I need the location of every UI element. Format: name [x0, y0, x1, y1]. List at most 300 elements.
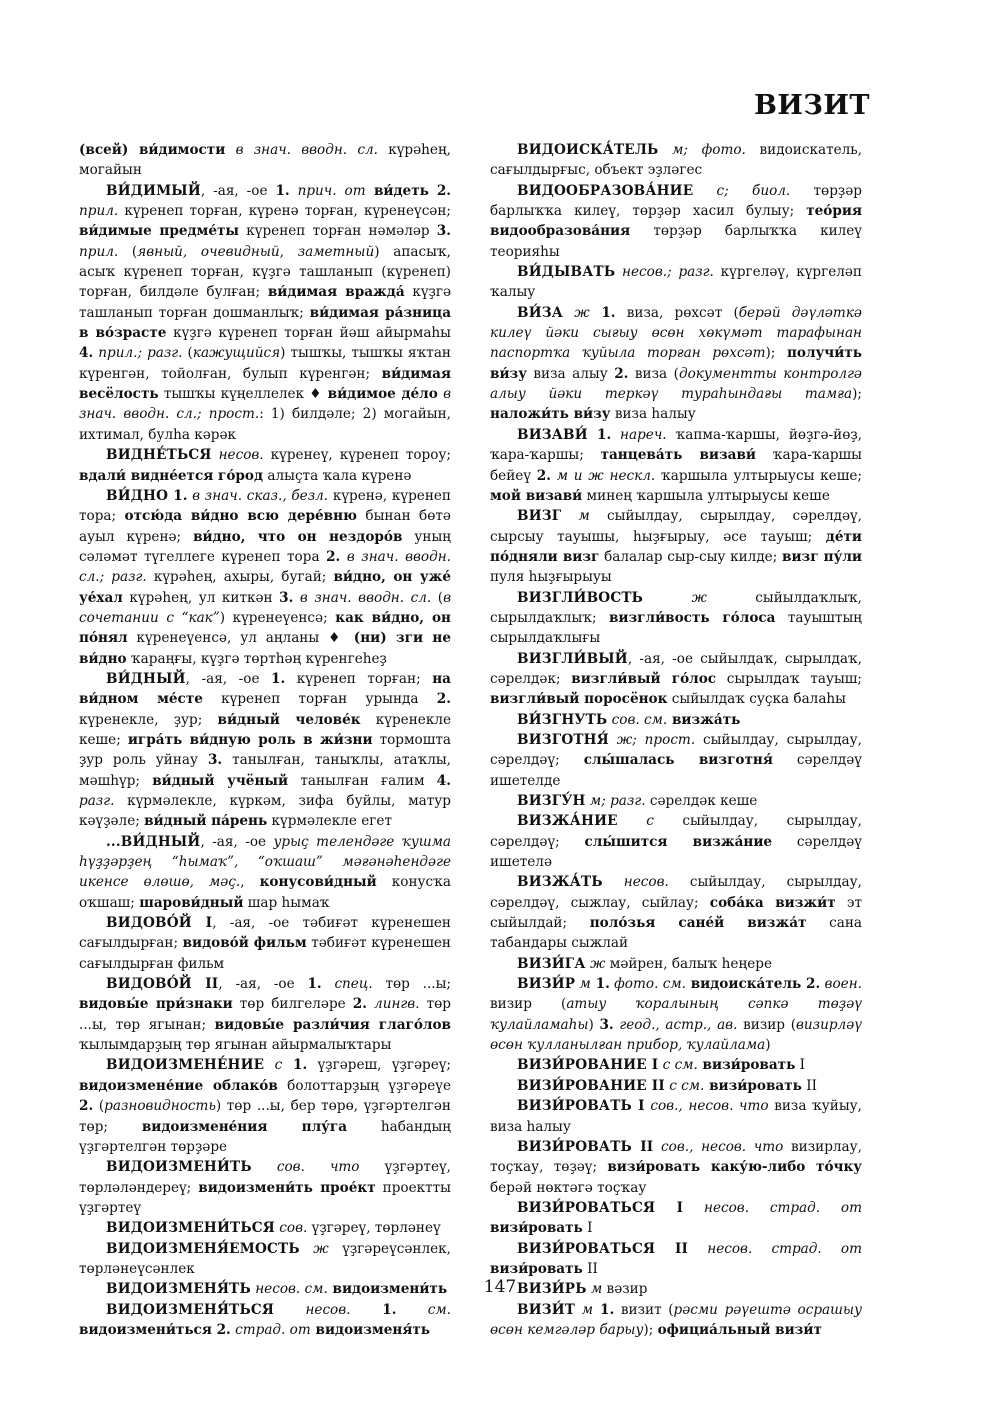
translation-text: тормошта ҙур роль уйнау — [79, 731, 451, 769]
bold-phrase: визгли́вый поросёнок — [490, 691, 668, 708]
translation-text: ) апасыҡ, асыҡ күренеп торған, күҙгә ташланып (күренеп) торған, билдәле булған; — [79, 243, 451, 301]
dictionary-entry — [490, 1300, 862, 1341]
italic-label: с см. — [664, 1077, 705, 1094]
bold-phrase: танцева́ть визави́ — [600, 447, 757, 464]
translation-text: күренә, күренеп тора; — [79, 487, 451, 525]
bold-phrase: соба́ка визжи́т — [709, 894, 836, 911]
dictionary-entry — [490, 872, 862, 953]
bold-phrase: визгли́вость го́лоса — [608, 609, 776, 626]
bold-phrase: ви́дный па́рень — [144, 813, 268, 830]
bold-phrase: слы́шалась визготня́ — [583, 752, 773, 769]
translation-text: ); — [643, 1321, 658, 1338]
dictionary-entry — [79, 1157, 451, 1218]
italic-label: урыҫ телендәге ҡушма һүҙҙәрҙең “һымаҡ”, “оҡшаш” мәғәнәһендәге икенсе өлөшө, мәҫ. — [79, 833, 452, 891]
italic-label: лингв. — [366, 996, 420, 1013]
translation-text: , -ая, -ое тәбиғәт күренешен сағылдырған; — [79, 915, 451, 952]
translation-text: мәйрен, балыҡ һеңере — [605, 955, 772, 972]
headword: ВИЗЖА́ТЬ — [517, 874, 603, 891]
translation-text: , — [240, 874, 260, 891]
dictionary-entry — [490, 262, 862, 303]
italic-label: прил.; разг. — [93, 345, 183, 362]
bold-phrase: визжа́ть — [667, 711, 741, 728]
bold-phrase: видоизмене́ния плу́га — [141, 1118, 348, 1135]
italic-label: м; фото. — [658, 142, 746, 158]
translation-text: тәбиғәт күренешен сағылдырған фильм — [79, 935, 451, 972]
translation-text — [429, 183, 437, 199]
bold-phrase: 3. — [599, 1016, 614, 1033]
bold-phrase: слы́шится визжа́ние — [584, 833, 773, 850]
translation-text: ( — [182, 345, 193, 362]
dictionary-entry — [490, 710, 862, 730]
bold-phrase: 3. — [436, 223, 451, 240]
translation-text: , -ая, -ое сыйылдаҡ, сырылдаҡ, сәрелдәк; — [490, 650, 862, 687]
translation-text: күренеп торған нәмәләр — [239, 223, 437, 240]
bold-phrase: видоизмени́ться 2. — [79, 1321, 231, 1338]
bold-phrase: поло́зья сане́й визжа́т — [589, 915, 807, 932]
dictionary-entry — [490, 649, 862, 710]
italic-label: м; разг. — [585, 793, 646, 809]
bold-phrase: 2. — [536, 467, 551, 484]
translation-text: сыйылдау, сырылдау, сәрелдәү; — [490, 731, 862, 769]
bold-phrase: ви́дно, он уже́ уе́хал — [79, 569, 451, 606]
italic-label: документты контролгә алыу йәки теркәү тураһындағы тамға — [490, 365, 862, 403]
dictionary-entry — [490, 791, 862, 811]
translation-text: күрәһең, ул киткән — [122, 589, 280, 606]
bold-phrase: 1. — [590, 976, 610, 993]
italic-label: рәсми рәүештә осрашыу өсөн кемгәләр барыу — [490, 1301, 862, 1338]
bold-phrase: ви́деть — [365, 182, 429, 199]
dictionary-entry — [490, 1096, 862, 1137]
translation-text: ҡылымдарҙың төр ягынан айырмалыҡтары — [79, 1037, 392, 1054]
dictionary-entry — [490, 506, 862, 587]
translation-text: төр ...ы; — [372, 976, 452, 993]
italic-label: см. — [396, 1301, 451, 1318]
headword: ВИЗИ́РОВАНИЕ I — [517, 1057, 659, 1074]
bold-phrase: 2. — [436, 182, 452, 199]
dictionary-entry — [490, 1076, 862, 1096]
italic-label: сов. что — [251, 1159, 360, 1176]
dictionary-entry — [79, 445, 451, 486]
italic-label: геод., астр., ав. — [613, 1016, 738, 1033]
translation-text: күренеп торған урында — [202, 691, 437, 708]
italic-label: прич. от — [289, 182, 366, 199]
bold-phrase: ви́дно, что он нездоро́в — [193, 528, 403, 545]
translation-text: уның сәләмәт түгеллеге күренеп тора — [79, 528, 451, 565]
italic-label: спец. — [321, 976, 373, 993]
italic-label: разг. — [79, 793, 115, 809]
bold-phrase: видово́й фильм — [182, 935, 307, 952]
italic-label: м — [575, 976, 591, 993]
headword: ...ВИ́ДНЫЙ — [106, 833, 201, 850]
translation-text: күрәһең, ахыры, бугай; — [146, 569, 334, 586]
translation-text: сәрелдәү ишетелде — [490, 752, 862, 789]
dictionary-entry — [490, 1137, 862, 1198]
translation-text: ( — [431, 589, 444, 606]
translation-text: , -ая, -ое — [200, 182, 276, 199]
bold-phrase: ви́димые предме́ты — [79, 223, 240, 240]
bold-phrase: визг пу́ли — [782, 548, 862, 565]
headword: ВИДОИЗМЕНЯ́ТЬ — [106, 1281, 251, 1298]
translation-text: проектты үҙгәртеү — [79, 1179, 452, 1216]
translation-text: алыҫта ҡала күренә — [263, 467, 412, 484]
bold-phrase: мой визави́ — [490, 487, 583, 504]
headword: ВИЗГОТНЯ́ — [517, 731, 609, 748]
bold-phrase: видоизмени́ть — [327, 1281, 448, 1298]
italic-label: ж — [563, 304, 590, 321]
translation-text: визит ( — [614, 1301, 674, 1318]
translation-text: күренеп торған; — [285, 670, 433, 687]
translation-text: күҙгә ташланып торған дошманлыҡ; — [79, 284, 451, 321]
translation-text: балалар сыр-сыу килде; — [599, 548, 783, 565]
dictionary-entry — [490, 1055, 862, 1075]
translation-text: үҙгәреү, төрләнеү — [307, 1220, 441, 1237]
headword: ВИ́ДНЫЙ — [106, 670, 186, 687]
headword: ВИЗИ́РОВАТЬСЯ I — [517, 1199, 684, 1216]
bold-phrase: конусови́дный — [259, 874, 377, 891]
bold-phrase: видоиска́тель 2. — [685, 976, 821, 993]
bold-phrase: вдали́ видне́ется го́род — [79, 467, 264, 484]
bold-phrase: как ви́дно, он по́нял — [79, 609, 452, 647]
italic-label: несов. страд. от — [688, 1240, 862, 1257]
translation-text: ) тышҡы, тышҡы яҡтан күренгән, тойолған, булып күренгән; — [79, 345, 451, 382]
bold-phrase: визи́ровать каку́ю-либо то́чку — [607, 1159, 862, 1176]
translation-text: танылған ғалим — [288, 772, 437, 789]
italic-label: в знач. вводн. сл.; разг. — [79, 548, 451, 586]
translation-text: тышҡы күңеллелек ♦ — [158, 386, 328, 403]
italic-label: несов. — [211, 447, 264, 464]
italic-label: м — [575, 1301, 594, 1318]
headword: ВИЗИ́Р — [517, 976, 576, 993]
italic-label: с — [264, 1057, 283, 1074]
bold-phrase: ви́дный учёный — [152, 772, 289, 789]
bold-phrase: видовы́е при́знаки — [79, 996, 233, 1013]
italic-label: нареч. — [611, 426, 667, 443]
italic-label: с см. — [658, 1057, 698, 1074]
headword: ВИЗИ́РЬ — [517, 1281, 587, 1298]
headword: ВИЗГЛИ́ВОСТЬ — [517, 589, 644, 606]
dictionary-entry — [79, 1055, 451, 1157]
translation-text: сыйылдаҡлыҡ, сырылдаҡлыҡ; — [490, 589, 862, 626]
bold-phrase: ви́димая вражда́ — [267, 284, 405, 301]
dictionary-entry — [79, 974, 451, 1055]
translation-text: сыйылдаҡ суҫка балаһы — [667, 691, 846, 708]
translation-text: төр ...ы, төр ягынан; — [79, 996, 451, 1033]
translation-text: үҙгәреш, үҙгәреү; — [307, 1057, 451, 1074]
translation-text: сыйылдау, сырылдау, сәрелдәү, сырсыу тауышы, һыҙғырыу, әсе тауыш; — [490, 508, 863, 545]
headword: ВИ́ДЫВАТЬ — [517, 264, 616, 281]
bold-phrase: видоизмени́ть прое́кт — [198, 1179, 376, 1196]
bold-phrase: 3. — [279, 589, 294, 606]
italic-label: прил. — [79, 243, 119, 260]
bold-phrase: ви́димое де́ло — [327, 386, 438, 403]
headword: ВИЗИ́РОВАТЬ II — [517, 1138, 654, 1155]
headword: ВИДОИЗМЕНЯ́ЕМОСТЬ — [106, 1240, 300, 1257]
italic-label: м — [586, 1281, 603, 1298]
headword: ВИЗИ́ГА — [517, 955, 586, 972]
translation-text: танылған, таныҡлы, атаҡлы, мәшһүр; — [79, 752, 452, 789]
translation-text: шар һымаҡ — [243, 894, 330, 911]
translation-text: күрмәлекле егет — [267, 813, 392, 830]
italic-label: несов. страд. от — [683, 1199, 862, 1216]
italic-label: в сочетании с “как” — [79, 589, 452, 626]
translation-text: тауыштың сырылдаҡлығы — [490, 609, 862, 647]
translation-text: визир ( — [737, 1016, 796, 1033]
dictionary-entry — [79, 1218, 451, 1238]
headword: ВИ́ДНО — [106, 487, 169, 504]
italic-label: в знач. сказ., безл. — [187, 487, 329, 504]
running-head: ВИЗИТ — [754, 90, 870, 121]
dictionary-entry — [490, 425, 862, 506]
bold-phrase: визгли́вый го́лос — [571, 670, 717, 687]
italic-label: ж — [643, 589, 707, 606]
translation-text: II — [801, 1077, 817, 1094]
headword: ВИЗАВИ́ — [517, 426, 588, 443]
bold-phrase: визи́ровать — [704, 1077, 802, 1094]
italic-label: с — [617, 813, 654, 830]
translation-text: сыйылдау, сырылдау, сәрелдәү; — [490, 813, 862, 850]
translation-text: бынан бөтә ауыл күренә; — [79, 508, 451, 545]
italic-label: кажущийся — [192, 345, 281, 362]
translation-text: виза, рөхсәт ( — [615, 304, 739, 321]
bold-phrase: получи́ть ви́зу — [490, 345, 862, 382]
bold-phrase: 4. — [79, 345, 94, 362]
headword: ВИ́ЗА — [517, 304, 564, 321]
dictionary-entry — [490, 730, 862, 791]
headword: ВИЗИ́РОВАТЬСЯ II — [517, 1240, 689, 1257]
translation-text: I — [582, 1220, 593, 1237]
dictionary-entry — [490, 811, 862, 872]
bold-phrase: де́ти по́дняли визг — [490, 528, 862, 565]
italic-label: прил. — [79, 203, 119, 220]
bold-phrase: 1. — [350, 1301, 397, 1318]
translation-text: төрҙәр барлыҡҡа килеү, төрҙәр хасил булыу; — [490, 182, 862, 220]
translation-text: төр билгеләре — [232, 996, 353, 1013]
italic-label: фото. см. — [609, 976, 686, 993]
bold-phrase: шарови́дный — [139, 894, 244, 911]
translation-text: : 1) билдәле; 2) могайын, ихтимал, булһа кәрәк — [79, 406, 451, 443]
right-column — [490, 140, 862, 1340]
dictionary-entry — [79, 140, 451, 181]
translation-text: ) күренеүенсә; — [219, 609, 336, 626]
headword: ВИЗЖА́НИЕ — [517, 813, 618, 830]
bold-phrase: 2. — [614, 365, 629, 382]
bold-phrase: 1. — [587, 426, 612, 443]
bold-phrase: визи́ровать — [490, 1260, 583, 1277]
translation-text: , -ая, -ое — [200, 833, 274, 850]
bold-phrase: 1. — [307, 976, 322, 993]
bold-phrase: визи́ровать — [490, 1220, 583, 1237]
bold-phrase: на ви́дном ме́сте — [79, 670, 451, 708]
translation-text: ); — [765, 345, 787, 362]
bold-phrase: визи́ровать — [697, 1057, 796, 1074]
translation-text: күренекле, ҙур; — [79, 711, 218, 728]
bold-phrase: 1. — [593, 1301, 615, 1318]
bold-phrase: 1. — [275, 182, 290, 199]
headword: ВИДОИЗМЕНЯ́ТЬСЯ — [106, 1301, 275, 1318]
headword: ВИ́ДИМЫЙ — [106, 182, 201, 199]
left-column — [79, 140, 451, 1340]
italic-label: ж — [299, 1240, 329, 1257]
translation-text: күҙгә күренеп торған йәш айырмаһы — [166, 325, 451, 342]
translation-text: күренеү, күренеп тороу; — [263, 447, 451, 464]
bold-phrase: 1. — [282, 1057, 308, 1074]
bold-phrase: наложи́ть ви́зу — [490, 406, 611, 423]
headword: ВИ́ЗГНУТЬ — [517, 711, 608, 728]
italic-label: с; биол. — [693, 182, 791, 199]
dictionary-entry — [79, 181, 451, 445]
translation-text: ) — [588, 1016, 600, 1033]
italic-label: несов. — [274, 1301, 351, 1318]
bold-phrase: 4. — [436, 772, 451, 789]
italic-label: воен. — [820, 976, 862, 993]
italic-label: визирләү өсөн ҡулланылған прибор, ҡулайлама — [490, 1016, 862, 1054]
headword: ВИДООБРАЗОВА́НИЕ — [517, 182, 694, 199]
dictionary-entry — [490, 303, 862, 425]
bold-phrase: ви́димая ра́зница в во́зрасте — [79, 304, 451, 342]
translation-text: күрмәлекле, күркәм, зифа буйлы, матур кәүҙәле; — [79, 793, 451, 830]
headword: ВИДОВО́Й II — [106, 976, 219, 993]
italic-label: в знач. вводн. сл. — [225, 142, 378, 158]
translation-text: сәрелдәк кеше — [645, 793, 758, 809]
italic-label: в знач. вводн. сл. — [293, 589, 432, 606]
translation-text: күрәһең, могайын — [79, 142, 451, 179]
translation-text: , -ая, -ое — [218, 976, 308, 993]
translation-text: берәй нөктәгә тоҫҡау — [490, 1179, 647, 1196]
italic-label: берәй дәүләткә килеү йәки сығыу өсөн хөкүмәт тарафынан паспортҡа ҡуйыла торған рөхсәт — [490, 304, 862, 362]
translation-text: болоттарҙың үҙгәреүе — [277, 1077, 451, 1094]
bold-phrase: 3. — [207, 752, 223, 769]
translation-text: күренекле кеше; — [79, 711, 451, 748]
translation-text: виза һалыу — [610, 406, 696, 423]
dictionary-entry — [490, 588, 862, 649]
dictionary-entry — [490, 974, 862, 1055]
bold-phrase: 2. — [436, 691, 451, 708]
headword: ВИДОВО́Й I — [106, 915, 213, 932]
dictionary-entry — [79, 1239, 451, 1280]
dictionary-entry — [490, 1198, 862, 1239]
translation-text: I — [795, 1057, 806, 1074]
bold-phrase: 2. — [352, 996, 367, 1013]
italic-label: сов. — [274, 1220, 308, 1237]
translation-text: пуля һыҙғырыуы — [490, 569, 612, 586]
translation-text: вәзир — [602, 1281, 648, 1298]
translation-text: сана табандары сыжлай — [490, 915, 862, 952]
translation-text: ) — [765, 1037, 771, 1054]
translation-text: үҙгәртеү, төрләләндереү; — [79, 1159, 451, 1196]
translation-text: II — [582, 1260, 598, 1277]
translation-text: сыйылдау, сырылдау, сәрелдәү, сыжлау, сыйлау; — [490, 874, 862, 911]
translation-text: күренеп торған, күренә торған, күренеүсән; — [118, 203, 451, 220]
italic-label: несов.; разг. — [615, 264, 714, 281]
headword: ВИЗГУ́Н — [517, 793, 586, 809]
translation-text: ҡапма-ҡаршы, йөҙгә-йөҙ, ҡара-ҡаршы; — [490, 426, 862, 464]
translation-text: үҙгәреүсәнлек, төрләнеүсәнлек — [79, 1240, 451, 1277]
bold-phrase: отсю́да ви́дно всю дере́вню — [124, 508, 357, 525]
bold-phrase: видовы́е разли́чия глаго́лов — [214, 1016, 451, 1033]
translation-text: күренеүенсә, ул аңланы ♦ — [127, 630, 354, 647]
translation-text: ) төр ...ы, бер төрө, үҙгәртелгән төр; — [79, 1098, 451, 1135]
italic-label: разновидность — [104, 1098, 216, 1115]
translation-text: ҡаршыла ултырыусы кеше; — [655, 467, 862, 484]
bold-phrase: 1. — [168, 487, 188, 504]
headword: ВИДОИЗМЕНИ́ТЬСЯ — [106, 1220, 275, 1237]
headword: ВИДОИЗМЕНИ́ТЬ — [106, 1159, 252, 1176]
dictionary-entry — [490, 1239, 862, 1280]
dictionary-entry — [490, 140, 862, 181]
italic-label: ж — [585, 955, 606, 972]
italic-label: атыу ҡоралының сәпкә төҙәү ҡулайламаһы — [490, 996, 862, 1033]
bold-phrase: видоизменя́ть — [310, 1321, 431, 1338]
bold-phrase: тео́рия видообразова́ния — [490, 203, 862, 240]
translation-text: виза ( — [628, 365, 679, 382]
translation-text: ҡараңғы, күҙгә төртһәң күренгеһеҙ — [126, 650, 387, 667]
bold-phrase: (ни) зги не ви́дно — [79, 630, 451, 667]
headword: ВИЗИ́РОВАТЬ I — [517, 1098, 645, 1115]
translation-text: һабандың үҙгәртелгән төрҙәре — [79, 1118, 451, 1155]
italic-label: сов. см. — [607, 711, 668, 728]
dictionary-entry — [79, 832, 451, 913]
headword: ВИЗИ́Т — [517, 1301, 576, 1318]
italic-label: ж; прост. — [608, 731, 696, 748]
translation-text: ( — [118, 243, 138, 260]
dictionary-entry — [79, 669, 451, 832]
translation-text: эт сыйылдай; — [490, 894, 862, 932]
translation-text: минең ҡаршыла ултырыусы кеше — [582, 487, 830, 504]
translation-text: видоискатель, сағылдырғыс, объект эҙләгес — [490, 142, 862, 179]
italic-label: несов. см. — [250, 1281, 328, 1298]
bold-phrase: игра́ть ви́дную роль в жи́зни — [127, 731, 373, 748]
page-number: 147 — [483, 1277, 517, 1297]
translation-text: визир ( — [490, 996, 567, 1013]
headword: ВИДОИСКА́ТЕЛЬ — [517, 142, 659, 158]
translation-text: ); — [852, 386, 862, 403]
translation-text: сырылдаҡ тауыш; — [716, 670, 862, 687]
translation-text: ( — [93, 1098, 105, 1115]
dictionary-entry — [490, 181, 862, 262]
headword: ВИЗИ́РОВАНИЕ II — [517, 1077, 665, 1094]
translation-text: төрҙәр барлыҡҡа килеү теорияһы — [490, 223, 862, 260]
bold-phrase: (всей) ви́димости — [79, 142, 226, 158]
bold-phrase: ви́дный челове́к — [217, 711, 361, 728]
bold-phrase: 1. — [589, 304, 616, 321]
translation-text: визирлау, тоҫҡау, төҙәү; — [490, 1138, 862, 1176]
dictionary-entry — [79, 913, 451, 974]
italic-label: несов. — [602, 874, 669, 891]
italic-label: страд. от — [230, 1321, 311, 1338]
bold-phrase: видоизмене́ние облако́в — [79, 1077, 278, 1094]
italic-label: в знач. вводн. сл.; прост. — [79, 386, 451, 423]
headword: ВИЗГ — [517, 508, 562, 525]
dictionary-entry — [79, 1300, 451, 1341]
bold-phrase: 2. — [79, 1098, 94, 1115]
dictionary-entry — [79, 486, 451, 669]
italic-label: сов., несов. что — [644, 1098, 769, 1115]
translation-text: ҡара-ҡаршы бейеү — [490, 447, 862, 484]
translation-text: күргеләү, күргеләп ҡалыу — [490, 264, 862, 301]
bold-phrase: 1. — [271, 670, 286, 687]
headword: ВИЗГЛИ́ВЫЙ — [517, 650, 628, 667]
italic-label: м — [561, 508, 590, 525]
headword: ВИДОИЗМЕНЕ́НИЕ — [106, 1057, 265, 1074]
italic-label: явный, очевидный, заметный — [137, 243, 375, 260]
translation-text: виза ҡуйыу, виза һалыу — [490, 1098, 862, 1135]
translation-text: сәрелдәү ишетелә — [490, 833, 862, 871]
translation-text: виза алыу — [526, 365, 615, 382]
italic-label: сов., несов. что — [653, 1138, 784, 1155]
dictionary-entry — [490, 954, 862, 974]
headword: ВИДНЕ́ТЬСЯ — [106, 447, 212, 464]
translation-text: конусҡа оҡшаш; — [79, 874, 451, 911]
